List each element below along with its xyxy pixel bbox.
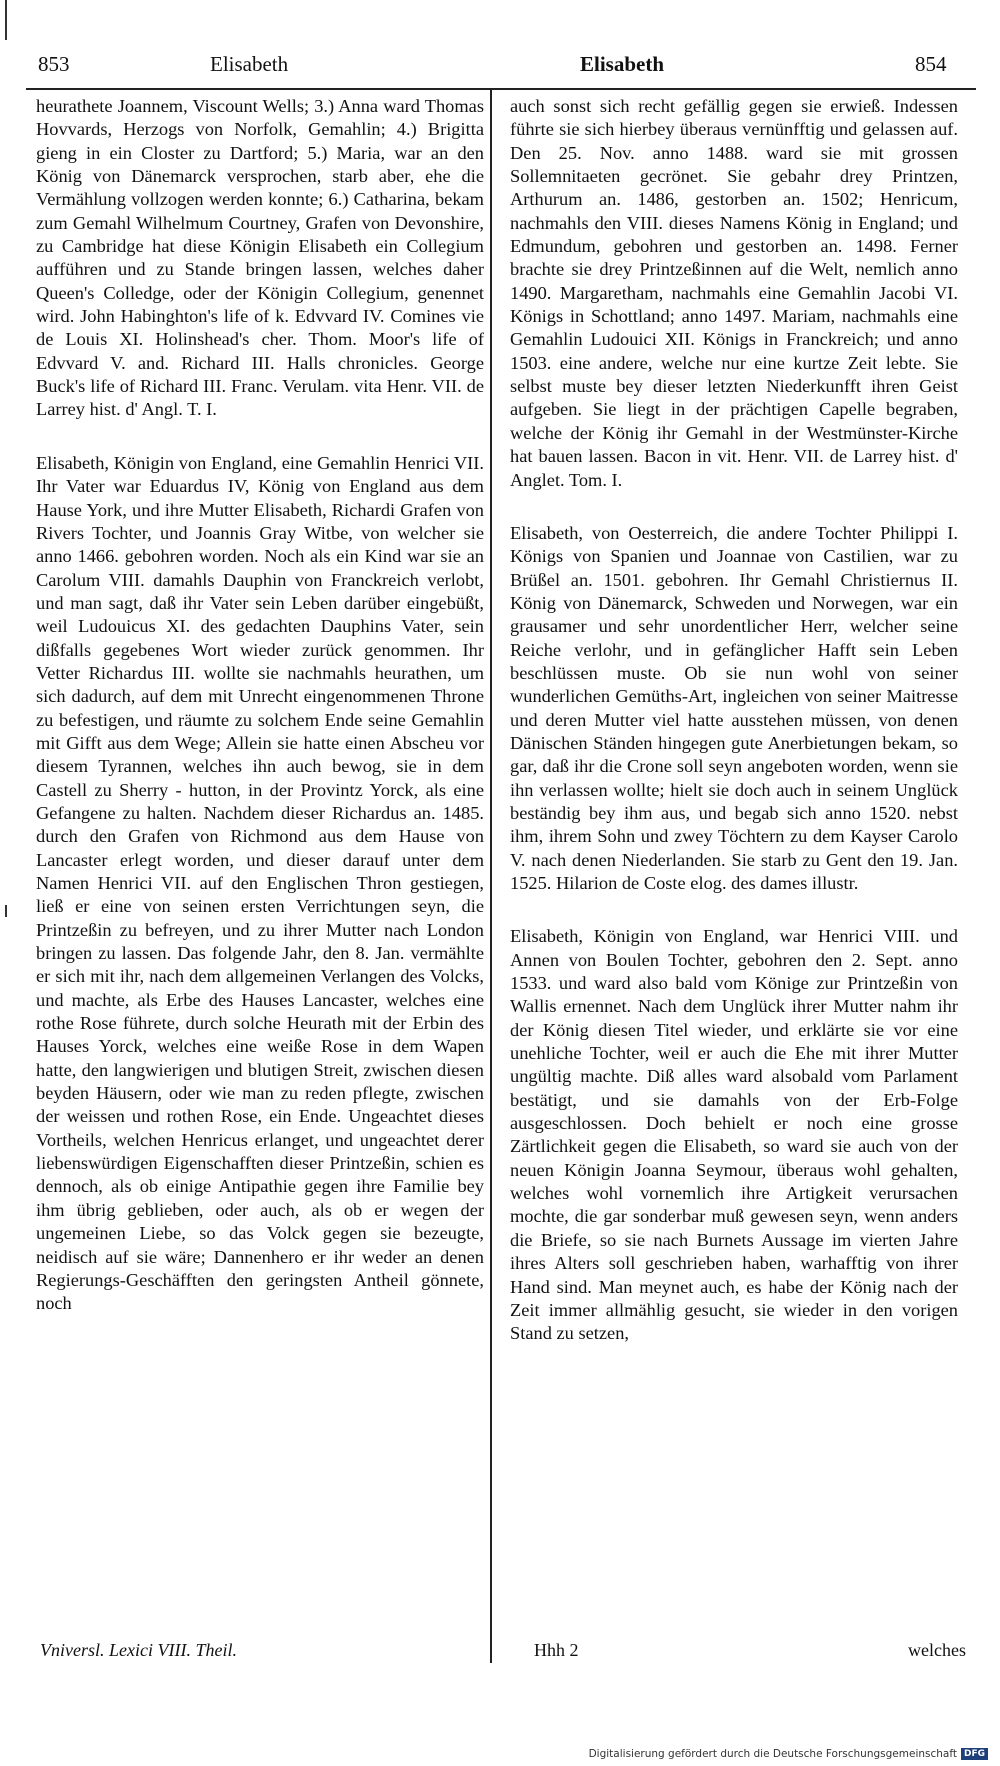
signature-mark: Hhh 2	[534, 1640, 579, 1660]
left-catchword: Vniversl. Lexici VIII. Theil.	[40, 1640, 237, 1660]
dfg-logo: DFG	[961, 1748, 988, 1760]
right-column	[510, 95, 958, 1346]
left-column	[36, 95, 484, 1316]
credit-text: Digitalisierung gefördert durch die Deutsche Forschungsgemeinschaft	[588, 1748, 957, 1760]
left-page-number: 853	[38, 52, 70, 76]
digitization-credit	[589, 1748, 988, 1760]
right-running-head: Elisabeth	[580, 52, 665, 76]
column-divider	[490, 88, 492, 1663]
left-paragraph-1: heurathete Joannem, Viscount Wells; 3.) Anna ward Thomas Hovvards, Herzogs von Norfolk, Gemahlin; 4.) Brigitta gieng in ein Closter zu Dartford; 5.) Maria, war an den König von Dänemarck versprochen, starb aber, ehe die Vermählung vollzogen werden konnte; 6.) Catharina, bekam zum Gemahl Wilhelmum Courtney, Grafen von Devonshire, zu Cambridge hat diese Königin Elisabeth ein Collegium aufführen und zu Stande bringen lassen, welches daher Queen's Colledge, oder der Königin Collegium, genennet wird. John Habinghton's life of k. Edvvard IV. Comines vie de Louis XI. Holinshead's cher. Thom. Moor's life of Edvvard V. and. Richard III. Halls chronicles. George Buck's life of Richard III. Franc. Verulam. vita Henr. VII. de Larrey hist. d' Angl. T. I.	[36, 96, 484, 420]
right-catchword: welches	[908, 1640, 966, 1660]
margin-mark	[5, 905, 7, 917]
left-running-head: Elisabeth	[210, 52, 289, 76]
margin-mark	[5, 0, 7, 40]
right-paragraph-3: Elisabeth, Königin von England, war Henrici VIII. und Annen von Boulen Tochter, gebohren den 2. Sept. anno 1533. und ward also bald vom Könige zur Printzeßin von Wallis ernennet. Nach dem Unglück ihrer Mutter nahm ihr der König diesen Titel wieder, und erklärte sie vor eine unehliche Tochter, weil er auch die Ehe mit ihrer Mutter ungültig machte. Diß alles ward alsobald vom Parlament bestätigt, und sie damahls von der Erb-Folge ausgeschlossen. Doch behielt er noch eine grosse Zärtlichkeit gegen die Elisabeth, so ward sie auch von der neuen Königin Joanna Seymour, überaus wohl gehalten, welches wohl vornemlich ihre Artigkeit verursachen mochte, die gar sonderbar muß gewesen seyn, wenn anders die Briefe, so sie nach Burnets Aussage im vierten Jahre ihres Alters soll geschrieben haben, warhafftig von ihrer Hand sind. Man meynet auch, es habe der König nach der Zeit immer allmählig gesucht, sie wieder in den vorigen Stand zu setzen,	[510, 926, 958, 1344]
right-page-number: 854	[915, 52, 947, 76]
header-rule	[26, 88, 976, 90]
left-paragraph-2: Elisabeth, Königin von England, eine Gemahlin Henrici VII. Ihr Vater war Eduardus IV, König von England aus dem Hause York, und ihre Mutter Elisabeth, Richardi Grafen von Rivers Tochter, und Joannis Gray Witbe, von welcher sie anno 1466. gebohren worden. Noch als ein Kind war sie an Carolum VIII. damahls Dauphin von Franckreich verlobt, und man sagt, daß ihr Vater sein Leben darüber eingebüßt, weil Ludouicus XI. des gedachten Dauphins Vater, sein dißfalls gegebenes Wort wieder zurück genommen. Ihr Vetter Richardus III. wollte sie nachmahls heurathen, um sich dadurch, auf dem mit Unrecht eingenommenen Throne zu befestigen, und räumte zu solchem Ende seine Gemahlin mit Gifft aus dem Wege; Allein sie hatte einen Abscheu vor diesem Tyrannen, welches ihn auch bewog, sie in dem Castell zu Sherry - hutton, in der Provintz Yorck, als eine Gefangene zu halten. Nachdem dieser Richardus an. 1485. durch den Grafen von Richmond aus dem Hause von Lancaster erlegt worden, und dieser darauf unter dem Namen Henrici VII. auf den Englischen Thron gestiegen, ließ er eine von seinen ersten Verrichtungen seyn, die Printzeßin zu befreyen, und zu ihrer Mutter nach London bringen zu lassen. Das folgende Jahr, den 8. Jan. vermählte er sich mit ihr, nach dem allgemeinen Verlangen des Volcks, und machte, als Erbe des Hauses Lancaster, welches eine rothe Rose führete, durch solche Heurath mit der Erbin des Hauses Yorck, welches eine weiße Rose in dem Wapen hatte, den langwierigen und blutigen Streit, zwischen diesen beyden Häusern, oder wie man zu reden pflegte, zwischen der weissen und rothen Rose, ein Ende. Ungeachtet dieses Vortheils, welchen Henricus erlanget, und ungeachtet derer liebenswürdigen Eigenschafften dieser Printzeßin, schien es dennoch, als ob einige Antipathie gegen ihre Familie bey ihm übrig geblieben, oder auch, als ob er wegen der ungemeinen Liebe, so das Volck gegen sie bezeugte, neidisch auf sie wäre; Dannenhero er ihr weder an denen Regierungs-Geschäfften den geringsten Antheil gönnete, noch	[36, 452, 484, 1314]
right-paragraph-2: Elisabeth, von Oesterreich, die andere Tochter Philippi I. Königs von Spanien und Joannae von Castilien, war zu Brüßel an. 1501. gebohren. Ihr Gemahl Christiernus II. König von Dänemarck, Schweden und Norwegen, war ein grausamer und sehr unordentlicher Herr, welcher seine Reiche verlohr, und in gefänglicher Hafft sein Leben beschlüssen muste. Ob sie nun wohl von seiner wunderlichen Gemüths-Art, ingleichen von seiner Maitresse und deren Mutter viel hatte ausstehen müssen, von denen Dänischen Ständen hingegen gute Anerbietungen bekam, so gar, daß ihr die Crone soll seyn angeboten worden, wenn sie ihn verlassen wollte; hielt sie doch auch in seinem Unglück beständig bey ihm aus, und begab sich anno 1520. nebst ihm, ihrem Sohn und zwey Töchtern zu dem Kayser Carolo V. nach denen Niederlanden. Sie starb zu Gent den 19. Jan. 1525. Hilarion de Coste elog. des dames illustr.	[510, 522, 958, 893]
right-paragraph-1: auch sonst sich recht gefällig gegen sie erwieß. Indessen führte sie sich hierbey überaus vernünfftig und gelassen auf. Den 25. Nov. anno 1488. ward sie mit grossen Sollemnitaeten gecrönet. Sie gebahr drey Printzen, Arthurum an. 1486, gestorben an. 1502; Henricum, nachmahls den VIII. dieses Namens König in England; und Edmundum, gebohren und gestorben an. 1498. Ferner brachte sie drey Printzeßinnen auf die Welt, nemlich anno 1490. Margaretham, nachmahls eine Gemahlin Jacobi VI. Königs in Schottland; anno 1497. Mariam, nachmahls eine Gemahlin Ludouici XII. Königs in Franckreich; und anno 1503. eine andere, welche nur eine kurtze Zeit lebte. Sie selbst muste bey dieser letzten Niederkunfft ihren Geist aufgeben. Sie liegt in der prächtigen Capelle begraben, welche der König ihr Gemahl in der Westmünster-Kirche hat bauen lassen. Bacon in vit. Henr. VII. de Larrey hist. d' Anglet. Tom. I.	[510, 96, 958, 490]
